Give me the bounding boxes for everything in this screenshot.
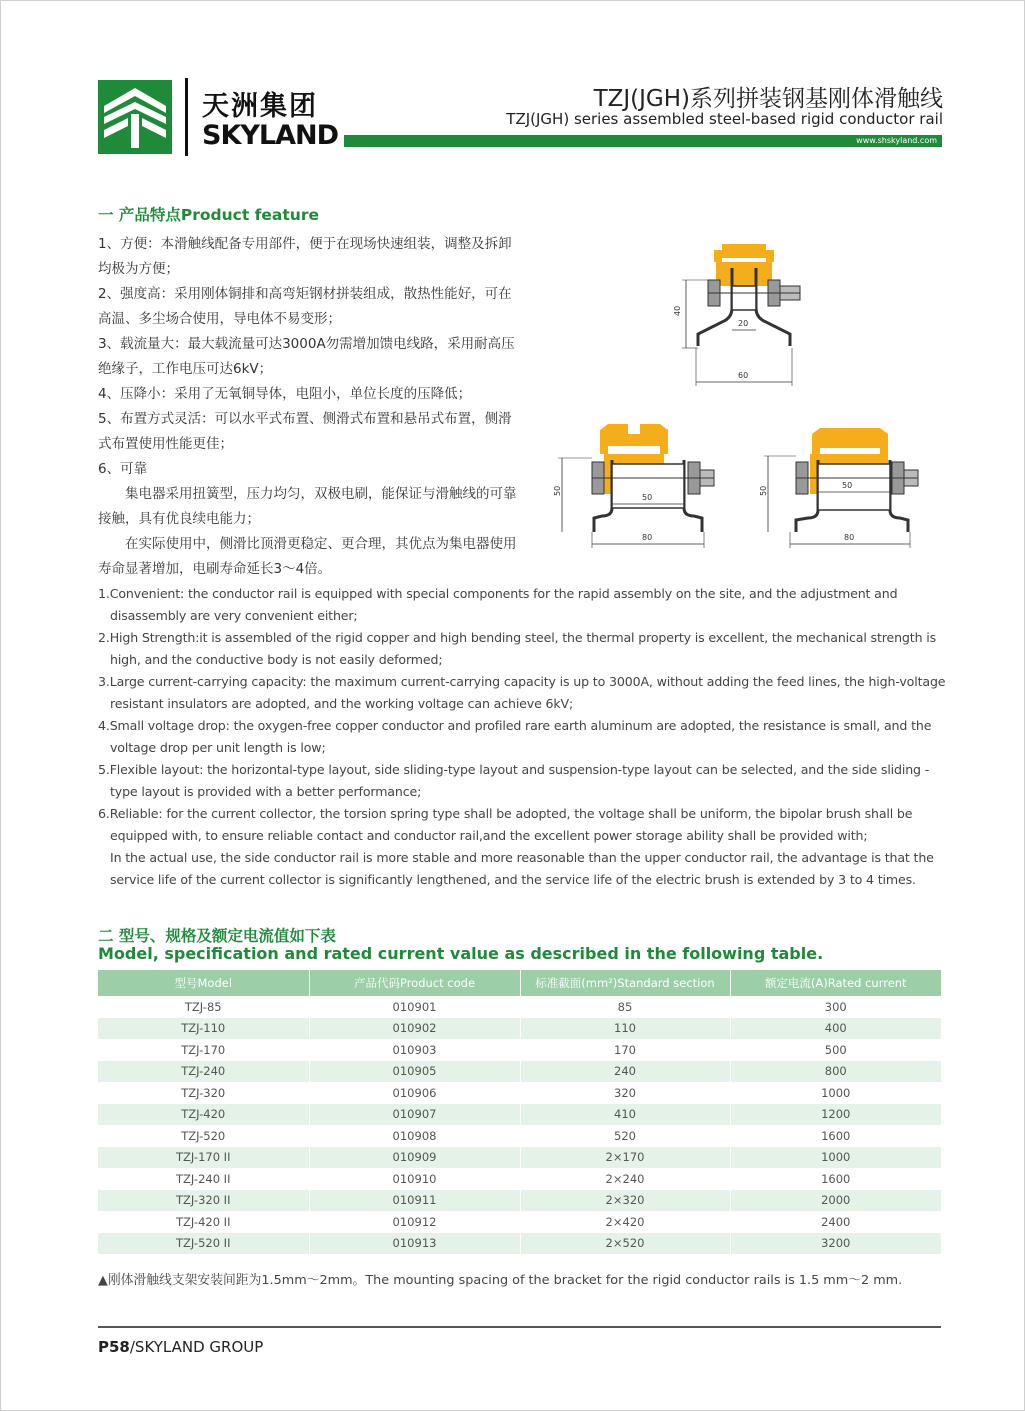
feature-cn-3: 3、载流量大：最大载流量可达3000A勿需增加馈电线路，采用耐高压绝缘子，工作电压可达6kV；	[98, 336, 515, 377]
cell-code: 010908	[309, 1125, 520, 1147]
feature-en-6: 6.Reliable: for the current collector, the torsion spring type shall be adopted, the voltage shall be uniform, the bipolar brush shall be equipped with, to ensure reliable contact and conductor rail,and the excellent power storage ability shall be provided with;	[98, 806, 913, 843]
section2-title-cn: 二 型号、规格及额定电流值如下表	[98, 927, 336, 945]
cell-section: 240	[520, 1061, 730, 1083]
cell-current: 500	[730, 1039, 941, 1061]
cell-model: TZJ-420	[98, 1104, 309, 1126]
feature-en-2: 2.High Strength:it is assembled of the rigid copper and high bending steel, the thermal property is excellent, the mechanical strength is high, and the conductive body is not easily deformed;	[98, 630, 937, 667]
page-number: P58	[98, 1338, 130, 1356]
cell-code: 010906	[309, 1082, 520, 1104]
feature-list-cn	[98, 232, 523, 582]
rail-diagram-right	[750, 424, 930, 552]
feature-cn-6-para2: 在实际使用中，侧滑比顶滑更稳定、更合理，其优点为集电器使用寿命显著增加，电刷寿命延长3～4倍。	[98, 536, 517, 577]
footer-divider	[98, 1326, 941, 1328]
cell-current: 1200	[730, 1104, 941, 1126]
dim-top-inner: 20	[738, 319, 749, 328]
cell-model: TZJ-170 II	[98, 1147, 309, 1169]
table-row	[98, 1147, 941, 1169]
table-row	[98, 996, 941, 1018]
cell-model: TZJ-420 II	[98, 1211, 309, 1233]
table-row	[98, 1168, 941, 1190]
cell-code: 010905	[309, 1061, 520, 1083]
dim-top-width: 60	[738, 371, 749, 380]
cell-model: TZJ-320 II	[98, 1190, 309, 1212]
cell-model: TZJ-85	[98, 996, 309, 1018]
cell-current: 300	[730, 996, 941, 1018]
cell-code: 010911	[309, 1190, 520, 1212]
cell-model: TZJ-320	[98, 1082, 309, 1104]
dim-right-inner: 50	[842, 481, 853, 490]
dim-left-height: 50	[553, 485, 562, 496]
cell-section: 2×240	[520, 1168, 730, 1190]
table-row	[98, 1233, 941, 1255]
cell-section: 2×520	[520, 1233, 730, 1255]
feature-cn-6-para1: 集电器采用扭簧型，压力均匀，双极电刷，能保证与滑触线的可靠接触，具有优良续电能力；	[98, 486, 517, 527]
rail-diagram-top	[668, 244, 818, 392]
cell-section: 110	[520, 1018, 730, 1040]
mounting-note: ▲刚体滑触线支架安装间距为1.5mm～2mm。The mounting spacing of the bracket for the rigid conductor rails is 1.5 mm～2 mm.	[98, 1273, 903, 1288]
brand-name-en: SKYLAND	[202, 120, 339, 151]
cell-model: TZJ-520	[98, 1125, 309, 1147]
table-row	[98, 1018, 941, 1040]
rail-diagram-left	[548, 424, 728, 552]
cell-section: 520	[520, 1125, 730, 1147]
cell-code: 010910	[309, 1168, 520, 1190]
feature-en-3: 3.Large current-carrying capacity: the maximum current-carrying capacity is up to 3000A, without adding the feed lines, the high-voltage resistant insulators are adopted, and the working voltage can achieve 6kV;	[98, 674, 946, 711]
col-header-section: 标准截面(mm²)Standard section	[520, 970, 730, 996]
dim-left-inner: 50	[642, 493, 653, 502]
header-green-bar	[344, 135, 942, 147]
cell-section: 2×420	[520, 1211, 730, 1233]
page-title-cn: TZJ(JGH)系列拼装钢基刚体滑触线	[593, 86, 943, 112]
cell-current: 1000	[730, 1147, 941, 1169]
table-row	[98, 1125, 941, 1147]
section1-title: 一 产品特点Product feature	[98, 206, 319, 224]
cell-code: 010901	[309, 996, 520, 1018]
cell-current: 1000	[730, 1082, 941, 1104]
cell-section: 320	[520, 1082, 730, 1104]
table-row	[98, 1104, 941, 1126]
footer-group: /SKYLAND GROUP	[129, 1338, 264, 1356]
skyland-logo-icon	[98, 80, 172, 154]
cell-section: 85	[520, 996, 730, 1018]
cell-model: TZJ-110	[98, 1018, 309, 1040]
cell-current: 400	[730, 1018, 941, 1040]
feature-en-5: 5.Flexible layout: the horizontal-type layout, side sliding-type layout and suspension-type layout can be selected, and the side sliding -type layout is provided with a better performance;	[98, 762, 930, 799]
dim-right-width: 80	[844, 533, 855, 542]
feature-cn-6: 6、可靠	[98, 461, 148, 477]
footer	[98, 1338, 263, 1356]
col-header-code: 产品代码Product code	[309, 970, 520, 996]
logo-divider	[185, 78, 188, 156]
feature-en-6-para: In the actual use, the side conductor rail is more stable and more reasonable than the upper conductor rail, the advantage is that the service life of the current collector is significantly lengthened, and the service life of the electric brush is extended by 3 to 4 times.	[110, 850, 934, 887]
cell-current: 800	[730, 1061, 941, 1083]
cell-current: 2000	[730, 1190, 941, 1212]
dim-top-height: 40	[673, 305, 682, 316]
table-row	[98, 1082, 941, 1104]
table-row	[98, 1061, 941, 1083]
cell-section: 2×320	[520, 1190, 730, 1212]
col-header-model: 型号Model	[98, 970, 309, 996]
feature-cn-4: 4、压降小：采用了无氧铜导体，电阻小，单位长度的压降低；	[98, 386, 472, 402]
website-url[interactable]: www.shskyland.com	[856, 136, 937, 145]
feature-cn-1: 1、方便：本滑触线配备专用部件，便于在现场快速组装，调整及拆卸均极为方便；	[98, 236, 512, 277]
feature-list-en	[98, 583, 948, 891]
cell-code: 010902	[309, 1018, 520, 1040]
cell-current: 2400	[730, 1211, 941, 1233]
spec-table	[98, 970, 941, 1254]
table-row	[98, 1211, 941, 1233]
cell-code: 010903	[309, 1039, 520, 1061]
feature-cn-5: 5、布置方式灵活：可以水平式布置、侧滑式布置和悬吊式布置，侧滑式布置使用性能更佳；	[98, 411, 512, 452]
cell-model: TZJ-240	[98, 1061, 309, 1083]
cell-code: 010909	[309, 1147, 520, 1169]
page-title-en: TZJ(JGH) series assembled steel-based rigid conductor rail	[506, 110, 943, 128]
table-row	[98, 1039, 941, 1061]
dim-right-height: 50	[759, 485, 768, 496]
cell-current: 3200	[730, 1233, 941, 1255]
cell-code: 010912	[309, 1211, 520, 1233]
cell-section: 410	[520, 1104, 730, 1126]
feature-cn-2: 2、强度高：采用刚体铜排和高弯矩钢材拼装组成，散热性能好，可在高温、多尘场合使用，导电体不易变形；	[98, 286, 512, 327]
cell-code: 010913	[309, 1233, 520, 1255]
feature-en-1: 1.Convenient: the conductor rail is equipped with special components for the rapid assembly on the site, and the adjustment and disassembly are very convenient either;	[98, 586, 898, 623]
section2-title-en: Model, specification and rated current value as described in the following table.	[98, 944, 824, 963]
table-header-row	[98, 970, 941, 996]
cell-section: 2×170	[520, 1147, 730, 1169]
table-row	[98, 1190, 941, 1212]
cell-current: 1600	[730, 1168, 941, 1190]
brand-name-cn: 天洲集团	[202, 91, 318, 122]
cell-code: 010907	[309, 1104, 520, 1126]
col-header-current: 额定电流(A)Rated current	[730, 970, 941, 996]
feature-en-4: 4.Small voltage drop: the oxygen-free copper conductor and profiled rare earth aluminum are adopted, the resistance is small, and the voltage drop per unit length is low;	[98, 718, 932, 755]
cell-model: TZJ-520 II	[98, 1233, 309, 1255]
cell-model: TZJ-170	[98, 1039, 309, 1061]
dim-left-width: 80	[642, 533, 653, 542]
cell-section: 170	[520, 1039, 730, 1061]
cell-current: 1600	[730, 1125, 941, 1147]
cell-model: TZJ-240 II	[98, 1168, 309, 1190]
